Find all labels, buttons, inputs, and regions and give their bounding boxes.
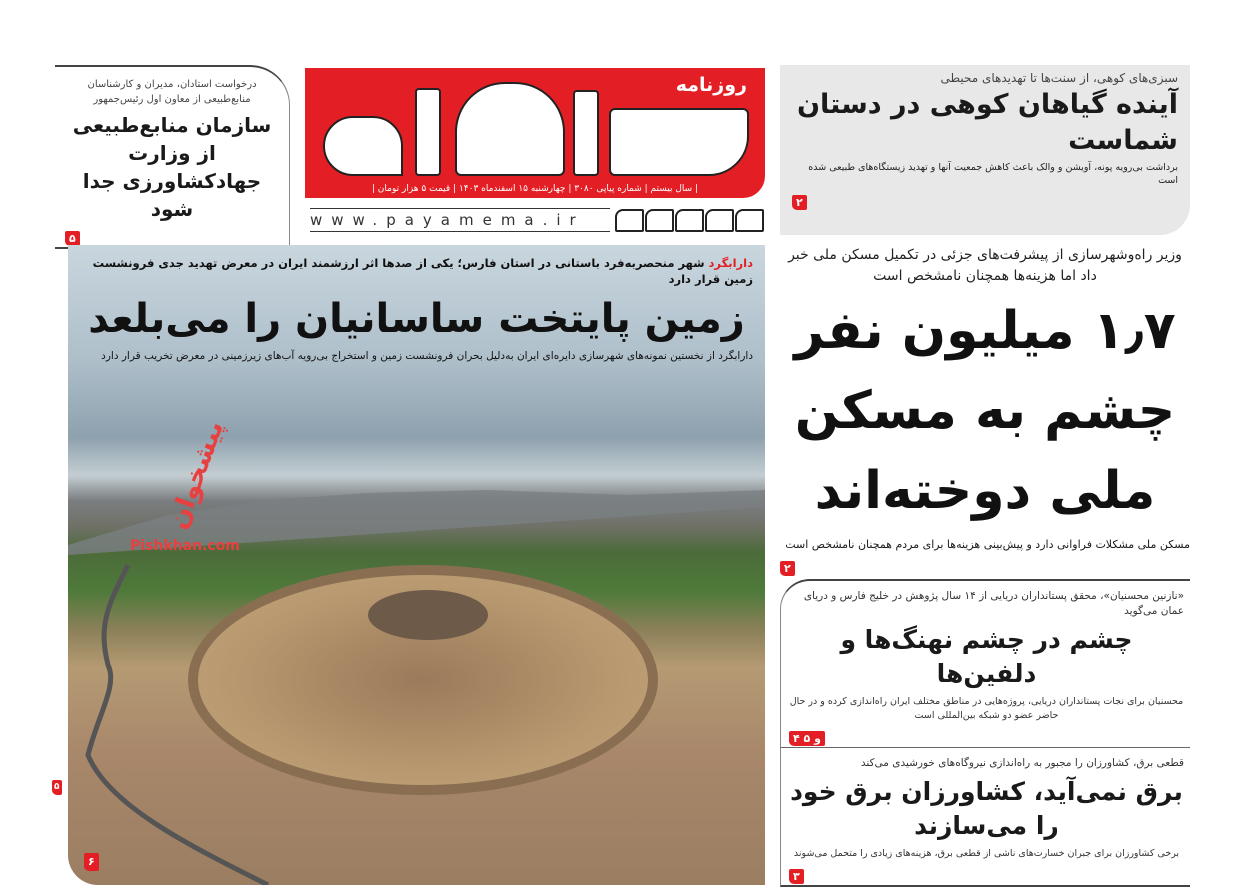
- kicker-highlight: دارابگرد: [708, 256, 753, 270]
- watermark-en: Pishkhan.com: [130, 538, 240, 554]
- story-kicker: سبزی‌های کوهی، از سنت‌ها تا تهدیدهای محیطی: [940, 71, 1178, 85]
- page-badge: ۶: [84, 853, 99, 871]
- url-row: [305, 205, 765, 235]
- story-summary: محسنیان برای نجات پستانداران دریایی، پروژه‌هایی در مناطق مختلف ایران راه‌اندازی کرده و در حال حاضر عضو دو شبکه بین‌المللی است: [789, 696, 1184, 721]
- issue-info: | سال بیستم | شماره پیاپی ۳۰۸۰ | چهارشنبه ۱۵ اسفندماه ۱۴۰۳ | قیمت ۵ هزار تومان |: [371, 184, 699, 194]
- page-badge: ۵: [65, 231, 80, 246]
- photo-story-kicker: [80, 255, 753, 287]
- central-mound: [368, 590, 488, 640]
- main-story-summary: مسکن ملی مشکلات فراوانی دارد و پیش‌بینی هزینه‌ها برای مردم همچنان نامشخص است: [785, 538, 1190, 551]
- main-story-kicker: وزیر راه‌وشهرسازی از پیشرفت‌های جزئی در تکمیل مسکن ملی خبر داد اما هزینه‌ها همچنان نامشخص است: [788, 247, 1182, 284]
- story-kicker: قطعی برق، کشاورزان را مجبور به راه‌اندازی نیروگاه‌های خورشیدی می‌کند: [860, 757, 1184, 769]
- whales-story[interactable]: [780, 579, 1190, 747]
- power-story[interactable]: [780, 747, 1190, 887]
- photo-story[interactable]: [68, 245, 765, 885]
- story-headline[interactable]: برق نمی‌آید، کشاورزان برق خود را می‌سازند: [790, 777, 1183, 840]
- story-headline[interactable]: آینده گیاهان کوهی در دستان شماست: [797, 89, 1178, 156]
- story-summary: برداشت بی‌رویه پونه، آویشن و والک باعث کاهش جمعیت آنها و تهدید زیستگاه‌های طبیعی شده است: [808, 162, 1178, 186]
- masthead-label: روزنامه: [675, 74, 747, 96]
- left-story-headline[interactable]: سازمان منابع‌طبیعی از وزارت جهادکشاورزی جدا شود: [72, 113, 272, 221]
- story-headline[interactable]: چشم در چشم نهنگ‌ها و دلفین‌ها: [840, 625, 1133, 688]
- page-badge: ۳: [789, 869, 804, 884]
- main-story-headline[interactable]: ۱٫۷ میلیون نفر چشم به مسکن ملی دوخته‌اند: [794, 301, 1176, 521]
- page-badge: ۴ و ۵: [789, 731, 825, 746]
- page-badge: ۲: [780, 561, 795, 576]
- left-story[interactable]: [55, 65, 290, 249]
- photo-story-summary: دارابگرد از نخستین نمونه‌های شهرسازی دایره‌ای ایران به‌دلیل بحران فرونشست زمین و استخراج بی‌رویه آب‌های زیرزمینی در معرض تخریب قرار دارد: [101, 350, 753, 362]
- side-page-badge: ۵: [52, 780, 62, 795]
- top-right-story[interactable]: [780, 65, 1190, 235]
- page-badge: ۲: [792, 195, 807, 210]
- story-kicker: «نازنین محسنیان»، محقق پستانداران دریایی از ۱۴ سال پژوهش در خلیج فارس و دریای عمان می‌گوید: [803, 590, 1184, 617]
- right-column: [780, 245, 1190, 887]
- story-summary: برخی کشاورزان برای جبران خسارت‌های ناشی از قطعی برق، هزینه‌های زیادی را متحمل می‌شوند: [793, 848, 1180, 859]
- kicker-text: شهر منحصربه‌فرد باستانی در استان فارس؛ یکی از صدها اثر ارزشمند ایران در معرض تهدید جدی فرونشست زمین قرار دارد: [92, 256, 753, 286]
- main-story[interactable]: [780, 245, 1190, 573]
- website-url[interactable]: www.payamema.ir: [310, 208, 610, 232]
- masthead[interactable]: [305, 68, 765, 198]
- photo-story-headline[interactable]: زمین پایتخت ساسانیان را می‌بلعد: [88, 296, 745, 342]
- left-story-kicker: درخواست استادان، مدیران و کارشناسان منابع‌طبیعی از معاون اول رئیس‌جمهور: [87, 79, 257, 105]
- watermark-fa: پیشخوان: [163, 416, 230, 534]
